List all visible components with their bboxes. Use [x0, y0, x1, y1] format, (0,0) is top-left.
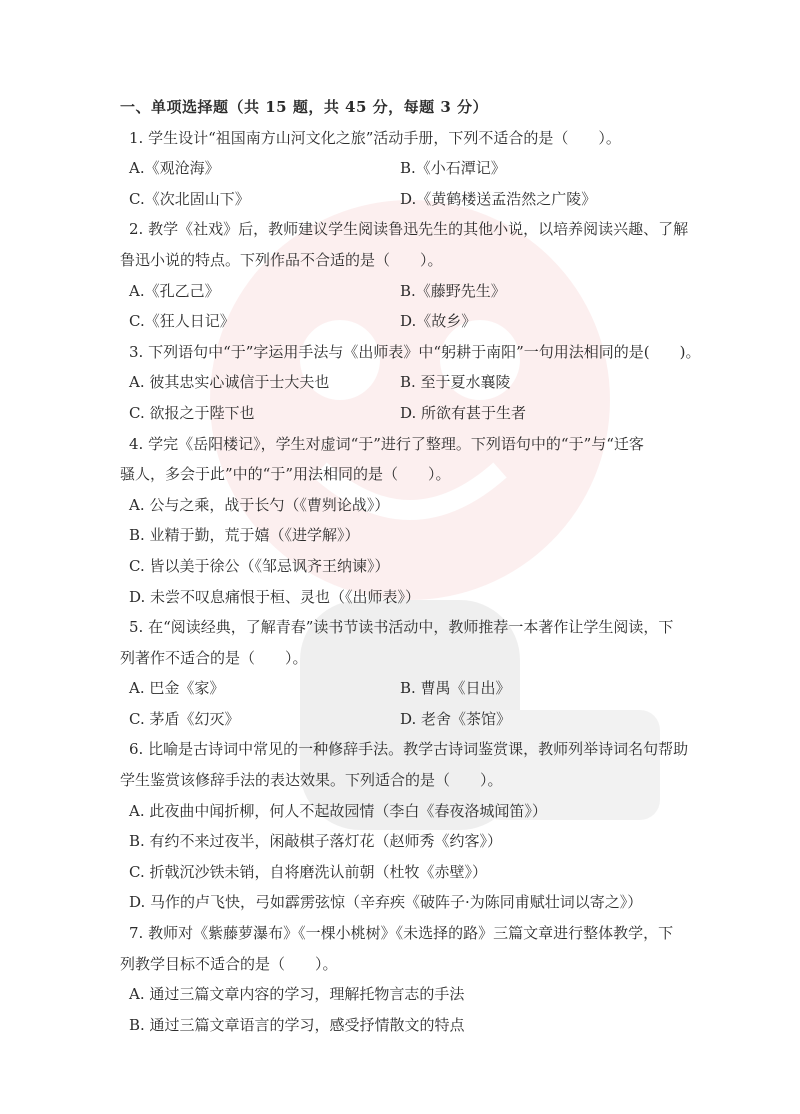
option-b[interactable]: B.《小石潭记》: [400, 159, 506, 178]
option-d[interactable]: D.《故乡》: [400, 312, 477, 331]
question-7: [120, 918, 700, 1040]
option-b[interactable]: B. 通过三篇文章语言的学习，感受抒情散文的特点: [129, 1015, 465, 1034]
question-stem-line: 骚人，多会于此”中的“于”用法相同的是（ ）。: [120, 465, 451, 484]
option-d[interactable]: D. 未尝不叹息痛恨于桓、灵也（《出师表》）: [129, 587, 421, 606]
section-title: 一、单项选择题（共 15 题，共 45 分，每题 3 分）: [120, 98, 489, 116]
option-a[interactable]: A. 公与之乘，战于长勺（《曹刿论战》）: [129, 495, 390, 514]
option-c[interactable]: C. 皆以美于徐公（《邹忌讽齐王纳谏》）: [129, 556, 390, 575]
question-4: [120, 429, 700, 613]
question-stem-line: 鲁迅小说的特点。下列作品不合适的是（ ）。: [120, 250, 443, 269]
option-c[interactable]: C. 欲报之于陛下也: [129, 403, 255, 422]
option-c[interactable]: C. 折戟沉沙铁未销，自将磨洗认前朝（杜牧《赤壁》）: [129, 862, 487, 881]
option-b[interactable]: B.《藤野先生》: [400, 281, 506, 300]
question-stem-line: 列教学目标不适合的是（ ）。: [120, 954, 338, 973]
question-stem-line: 7. 教师对《紫藤萝瀑布》《一棵小桃树》《未选择的路》三篇文章进行整体教学，下: [129, 924, 674, 943]
option-b[interactable]: B. 业精于勤，荒于嬉（《进学解》）: [129, 526, 360, 545]
question-stem-line: 6. 比喻是古诗词中常见的一种修辞手法。教学古诗词鉴赏课，教师列举诗词名句帮助: [129, 740, 689, 759]
option-a[interactable]: A.《孔乙己》: [129, 281, 220, 300]
question-6: [120, 734, 700, 918]
option-a[interactable]: A.《观沧海》: [129, 159, 220, 178]
option-b[interactable]: B. 至于夏水襄陵: [400, 373, 511, 392]
question-1: [120, 123, 700, 215]
question-stem-line: 学生鉴赏该修辞手法的表达效果。下列适合的是（ ）。: [120, 771, 503, 790]
question-stem-line: 4. 学完《岳阳楼记》，学生对虚词“于”进行了整理。下列语句中的“于”与“迁客: [129, 434, 644, 453]
option-d[interactable]: D.《黄鹤楼送孟浩然之广陵》: [400, 189, 597, 208]
option-b[interactable]: B. 有约不来过夜半，闲敲棋子落灯花（赵师秀《约客》）: [129, 832, 503, 851]
option-a[interactable]: A. 此夜曲中闻折柳，何人不起故园情（李白《春夜洛城闻笛》）: [129, 801, 547, 820]
question-5: [120, 612, 700, 734]
option-a[interactable]: A. 彼其忠实心诚信于士大夫也: [129, 373, 330, 392]
option-a[interactable]: A. 通过三篇文章内容的学习，理解托物言志的手法: [129, 985, 465, 1004]
question-stem-line: 5. 在“阅读经典，了解青春”读书节读书活动中，教师推荐一本著作让学生阅读，下: [129, 618, 674, 637]
option-b[interactable]: B. 曹禺《日出》: [400, 679, 511, 698]
question-stem-line: 1. 学生设计“祖国南方山河文化之旅”活动手册，下列不适合的是（ ）。: [129, 128, 621, 147]
question-stem-line: 列著作不适合的是（ ）。: [120, 648, 308, 667]
question-stem-line: 2. 教学《社戏》后，教师建议学生阅读鲁迅先生的其他小说，以培养阅读兴趣、了解: [129, 220, 689, 239]
option-a[interactable]: A. 巴金《家》: [129, 679, 225, 698]
option-c[interactable]: C.《狂人日记》: [129, 312, 235, 331]
exam-page: [120, 92, 700, 1040]
option-c[interactable]: C.《次北固山下》: [129, 189, 250, 208]
option-d[interactable]: D. 老舍《茶馆》: [400, 709, 512, 728]
option-c[interactable]: C. 茅盾《幻灭》: [129, 709, 240, 728]
question-3: [120, 337, 700, 429]
question-stem-line: 3. 下列语句中“于”字运用手法与《出师表》中“躬耕于南阳”一句用法相同的是( )。: [129, 342, 701, 361]
question-2: [120, 214, 700, 336]
option-d[interactable]: D. 马作的卢飞快，弓如霹雳弦惊（辛弃疾《破阵子·为陈同甫赋壮词以寄之》）: [129, 893, 643, 912]
option-d[interactable]: D. 所欲有甚于生者: [400, 403, 527, 422]
